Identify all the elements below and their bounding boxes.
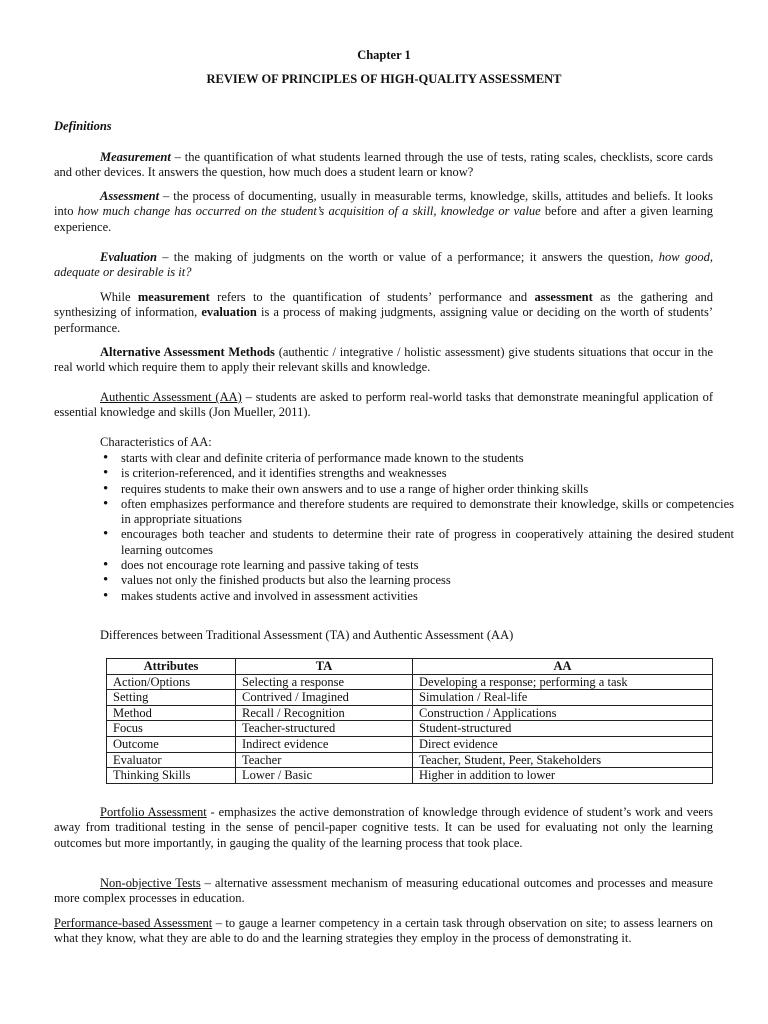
table-cell: Construction / Applications xyxy=(413,705,713,721)
table-row xyxy=(107,736,713,752)
table-row xyxy=(107,674,713,690)
table-row xyxy=(107,721,713,737)
assessment-term: Assessment xyxy=(100,189,160,203)
table-cell: Higher in addition to lower xyxy=(413,768,713,784)
table-cell: Teacher-structured xyxy=(236,721,413,737)
column-header: TA xyxy=(236,659,413,675)
definitions-heading: Definitions xyxy=(54,119,112,133)
table-cell: Developing a response; performing a task xyxy=(413,674,713,690)
nonobjective-paragraph xyxy=(54,876,713,907)
table-cell: Student-structured xyxy=(413,721,713,737)
nonobjective-term: Non-objective Tests xyxy=(100,876,201,890)
assessment-paragraph xyxy=(54,189,713,235)
authentic-term: Authentic Assessment (AA) xyxy=(100,390,242,404)
column-header: Attributes xyxy=(107,659,236,675)
table-cell: Simulation / Real-life xyxy=(413,690,713,706)
differences-paragraph xyxy=(54,628,713,643)
alt-methods-paragraph xyxy=(54,345,713,376)
portfolio-paragraph xyxy=(54,805,713,851)
list-item: • makes students active and involved in assessment activities xyxy=(121,589,734,604)
table-cell: Selecting a response xyxy=(236,674,413,690)
performance-term: Performance-based Assessment xyxy=(54,916,213,930)
measurement-text: – the quantification of what students learned through the use of tests, rating scales, checklists, score cards and other devices. It answers the question, how much does a student learn or know? xyxy=(54,150,713,180)
table-cell: Recall / Recognition xyxy=(236,705,413,721)
nonobjective-text: – alternative assessment mechanism of measuring educational outcomes and processes and measure more complex processes in education. xyxy=(54,876,713,906)
while-text-4: is a process of making judgments, assigning value or deciding on the worth of students’ performance. xyxy=(54,305,713,335)
column-header: AA xyxy=(413,659,713,675)
table-cell: Direct evidence xyxy=(413,736,713,752)
performance-text: – to gauge a learner competency in a certain task through observation on site; to assess learners on what they know, what they are able to do and the learning strategies they employ in the process of demonstrating it. xyxy=(54,916,713,946)
table-cell: Evaluator xyxy=(107,752,236,768)
differences-heading: Differences between Traditional Assessment (TA) and Authentic Assessment (AA) xyxy=(100,628,514,642)
comparison-table xyxy=(106,658,713,784)
table-cell: Setting xyxy=(107,690,236,706)
while-text-1: While xyxy=(100,290,138,304)
while-text-2: refers to the quantification of students’ performance and xyxy=(209,290,535,304)
characteristics-list xyxy=(100,451,734,604)
authentic-paragraph xyxy=(54,390,713,421)
chapter-label: Chapter 1 xyxy=(357,48,411,62)
characteristics-paragraph xyxy=(54,435,713,450)
evaluation-text: – the making of judgments on the worth or value of a performance; it answers the question, xyxy=(156,250,659,264)
list-item: • is criterion-referenced, and it identifies strengths and weaknesses xyxy=(121,466,734,481)
table-row xyxy=(107,690,713,706)
list-item: • values not only the finished products but also the learning process xyxy=(121,573,734,588)
portfolio-term: Portfolio Assessment xyxy=(100,805,207,819)
table-cell: Action/Options xyxy=(107,674,236,690)
while-bold-evaluation: evaluation xyxy=(201,305,257,320)
table-header-row xyxy=(107,659,713,675)
evaluation-paragraph xyxy=(54,250,713,281)
table-cell: Lower / Basic xyxy=(236,768,413,784)
table-cell: Teacher, Student, Peer, Stakeholders xyxy=(413,752,713,768)
while-text-3: as the gathering and synthesizing of information, xyxy=(54,290,714,320)
table-cell: Contrived / Imagined xyxy=(236,690,413,706)
while-paragraph xyxy=(54,290,713,336)
list-item: • starts with clear and definite criteria of performance made known to the students xyxy=(121,451,734,466)
table-cell: Thinking Skills xyxy=(107,768,236,784)
page-title: REVIEW OF PRINCIPLES OF HIGH-QUALITY ASSESSMENT xyxy=(206,72,562,86)
evaluation-term: Evaluation xyxy=(100,250,157,264)
list-item: • often emphasizes performance and therefore students are required to demonstrate their knowledge, skills or competencies in appropriate situations xyxy=(121,497,734,528)
assessment-italic: how much change has occurred on the student’s acquisition of a skill, knowledge or value xyxy=(77,204,541,219)
list-item: • requires students to make their own answers and to use a range of higher order thinking skills xyxy=(121,482,734,497)
while-bold-measurement: measurement xyxy=(137,290,210,304)
list-item: • does not encourage rote learning and passive taking of tests xyxy=(121,558,734,573)
table-row xyxy=(107,768,713,784)
assessment-text-2: before and after a given learning experience. xyxy=(54,204,714,234)
table-cell: Teacher xyxy=(236,752,413,768)
while-bold-assessment: assessment xyxy=(534,290,593,304)
table-cell: Indirect evidence xyxy=(236,736,413,752)
table-row xyxy=(107,752,713,768)
assessment-text-1: – the process of documenting, usually in measurable terms, knowledge, skills, attitudes and beliefs. It looks into xyxy=(54,189,713,219)
portfolio-text: - emphasizes the active demonstration of knowledge through evidence of student’s work and veers away from traditional testing in the sense of pencil-paper cognitive tests. It can be used for evaluating not only the learning outcomes but more importantly, in gauging the quality of the learning process that took place. xyxy=(54,805,713,850)
list-item: • encourages both teacher and students to determine their rate of progress in cooperatively attaining the desired student learning outcomes xyxy=(121,527,734,558)
characteristics-heading: Characteristics of AA: xyxy=(100,435,212,449)
performance-paragraph xyxy=(54,916,713,947)
alt-methods-term: Alternative Assessment Methods xyxy=(100,345,275,359)
table-row xyxy=(107,705,713,721)
evaluation-italic: how good, adequate or desirable is it? xyxy=(54,250,713,280)
alt-methods-text: (authentic / integrative / holistic assessment) give students situations that occur in the real world which require them to apply their relevant skills and knowledge. xyxy=(54,345,713,375)
table-cell: Focus xyxy=(107,721,236,737)
table-cell: Outcome xyxy=(107,736,236,752)
authentic-text: – students are asked to perform real-world tasks that demonstrate meaningful application of essential knowledge and skills (Jon Mueller, 2011). xyxy=(54,390,713,420)
measurement-paragraph xyxy=(54,150,713,181)
table-cell: Method xyxy=(107,705,236,721)
measurement-term: Measurement xyxy=(100,150,171,164)
